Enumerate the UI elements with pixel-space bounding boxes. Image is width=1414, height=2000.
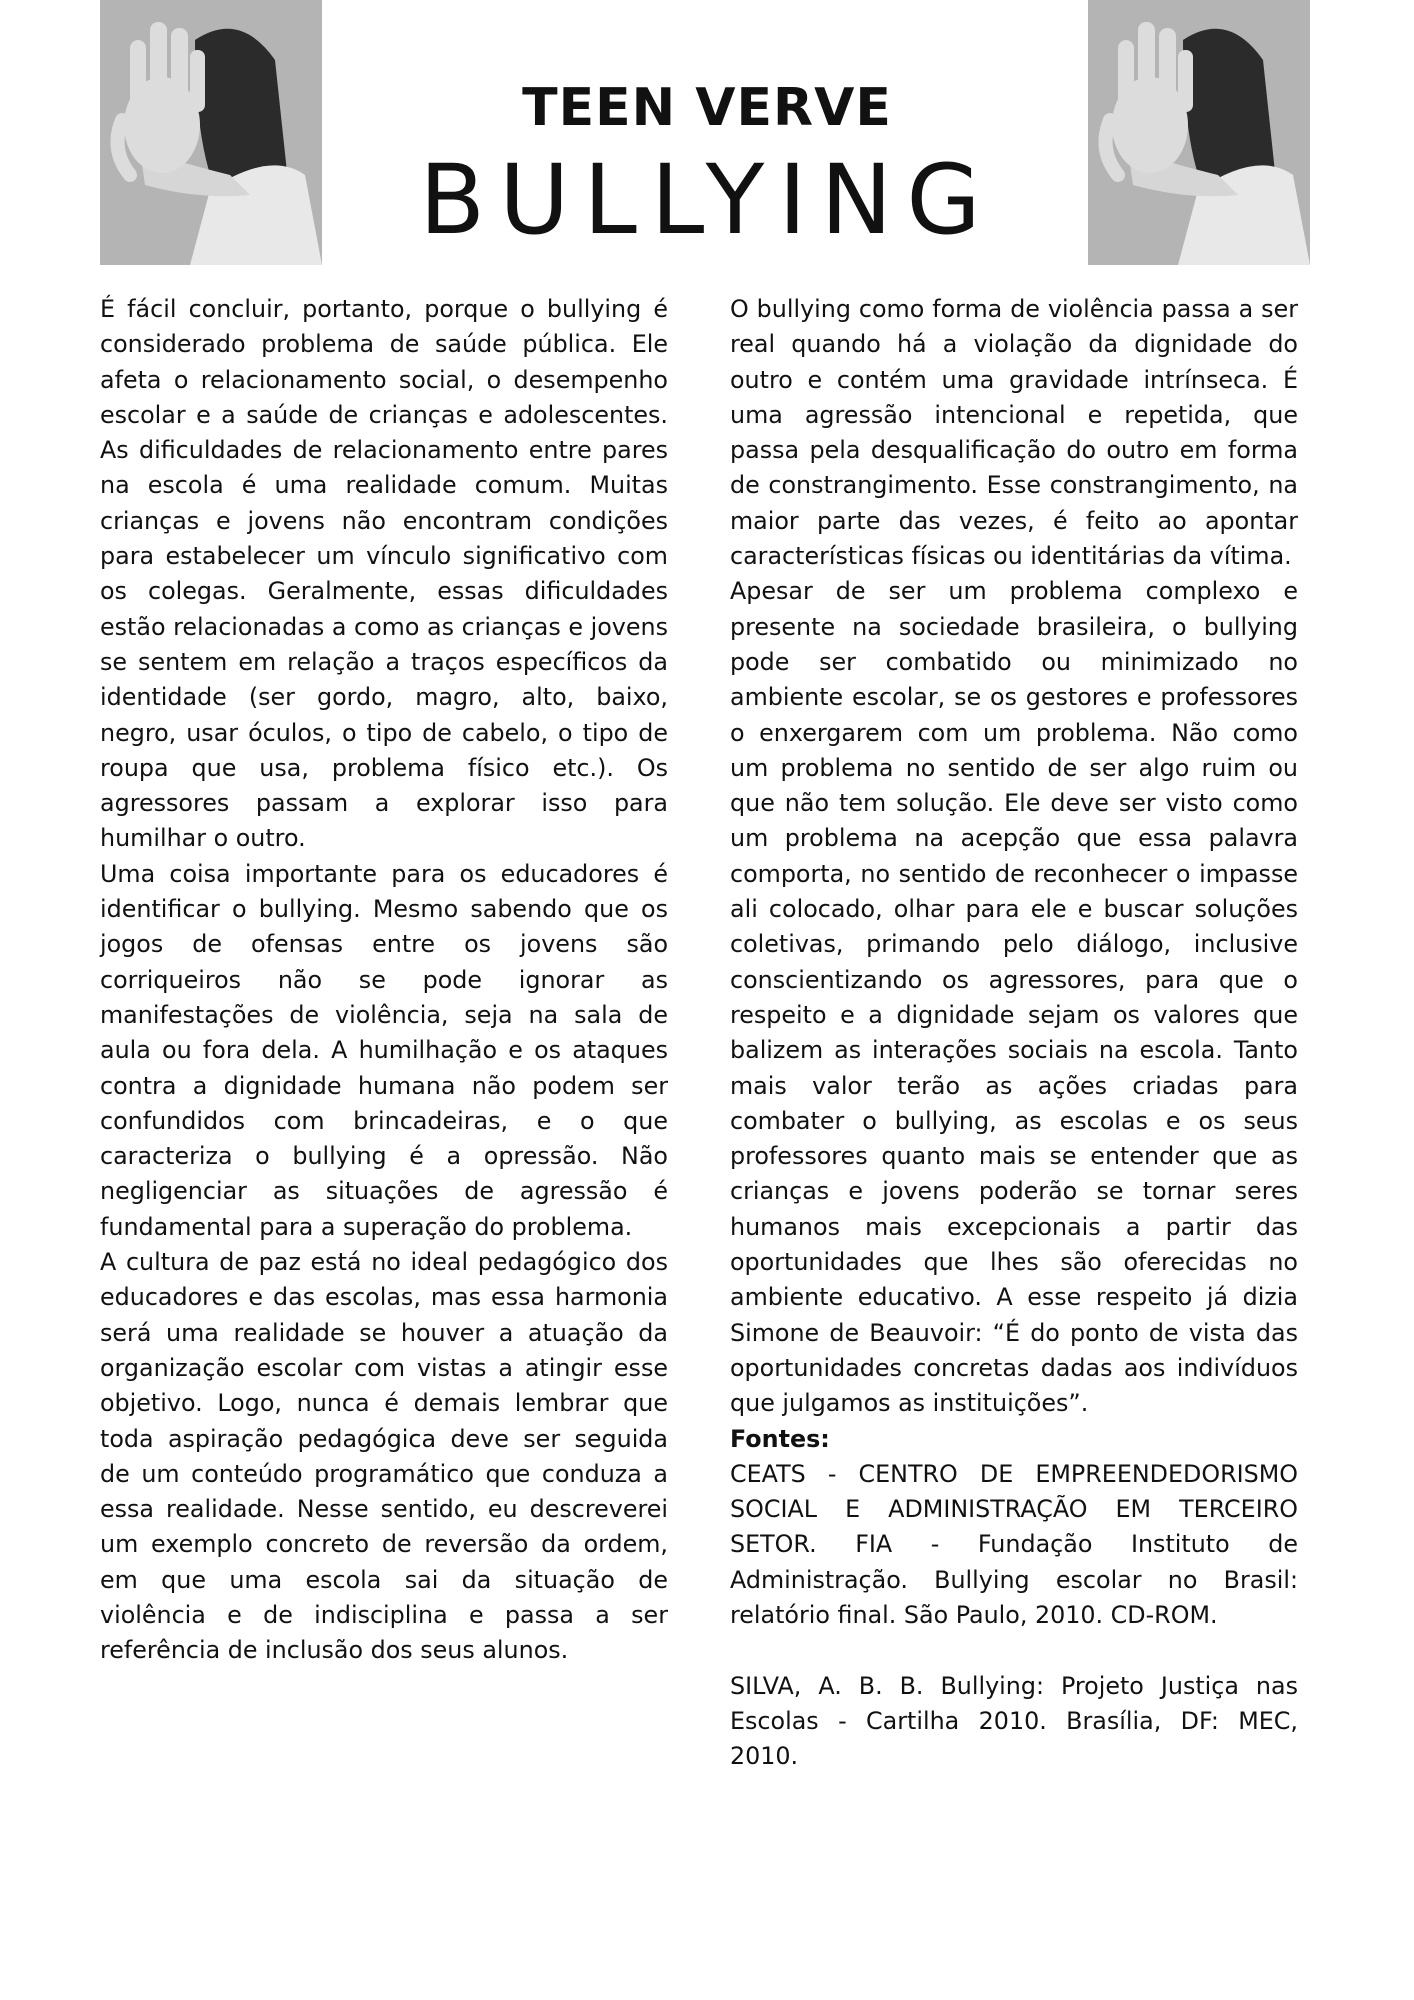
magazine-kicker: TEEN VERVE [522,78,892,138]
body-paragraph: Apesar de ser um problema complexo e presente na sociedade brasileira, o bullying pode ser combatido ou minimizado no ambiente escolar, se os gestores e professores o enxergarem com um problema. Não como um problema no sentido de ser algo ruim ou que não tem solução. Ele deve ser visto como um problema na acepção que essa palavra comporta, no sentido de reconhecer o impasse ali colocado, olhar para ele e buscar soluções coletivas, primando pelo diálogo, inclusive conscientizando os agressores, para que o respeito e a dignidade sejam os valores que balizem as interações sociais na escola. Tanto mais valor terão as ações criadas para combater o bullying, as escolas e os seus professores quanto mais se entender que as crianças e jovens poderão se tornar seres humanos mais excepcionais a partir das oportunidades que lhes são oferecidas no ambiente educativo. A esse respeito já dizia Simone de Beauvoir: “É do ponto de vista das oportunidades concretas dadas aos indivíduos que julgamos as instituições”. [730,577,1298,1418]
page-title: BULLYING [419,144,995,256]
body-paragraph: É fácil concluir, portanto, porque o bullying é considerado problema de saúde pública. Ele afeta o relacionamento social, o desempenho escolar e a saúde de crianças e adolescentes. As dificuldades de relacionamento entre pares na escola é uma realidade comum. Muitas crianças e jovens não encontram condições para estabelecer um vínculo significativo com os colegas. Geralmente, essas dificuldades estão relacionadas a como as crianças e jovens se sentem em relação a traços específicos da identidade (ser gordo, magro, alto, baixo, negro, usar óculos, o tipo de cabelo, o tipo de roupa que usa, problema físico etc.). Os agressores passam a explorar isso para humilhar o outro. [100,295,668,853]
divider [730,1633,1298,1668]
right-column [730,292,1298,1774]
source-reference: CEATS - CENTRO DE EMPREENDEDORISMO SOCIAL E ADMINISTRAÇÃO EM TERCEIRO SETOR. FIA - Fundação Instituto de Administração. Bullying escolar no Brasil: relatório final. São Paulo, 2010. CD-ROM. [730,1459,1298,1629]
source-reference: SILVA, A. B. B. Bullying: Projeto Justiça nas Escolas - Cartilha 2010. Brasília, DF: MEC, 2010. [730,1671,1298,1771]
body-paragraph: Uma coisa importante para os educadores é identificar o bullying. Mesmo sabendo que os jogos de ofensas entre os jovens são corriqueiros não se pode ignorar as manifestações de violência, seja na sala de aula ou fora dela. A humilhação e os ataques contra a dignidade humana não podem ser confundidos com brincadeiras, e o que caracteriza o bullying é a opressão. Não negligenciar as situações de agressão é fundamental para a superação do problema. [100,859,668,1241]
body-paragraph: O bullying como forma de violência passa a ser real quando há a violação da dignidade do outro e contém uma gravidade intrínseca. É uma agressão intencional e repetida, que passa pela desqualificação do outro em forma de constrangimento. Esse constrangimento, na maior parte das vezes, é feito ao apontar características físicas ou identitárias da vítima. [730,295,1298,571]
body-paragraph: A cultura de paz está no ideal pedagógico dos educadores e das escolas, mas essa harmonia será uma realidade se houver a atuação da organização escolar com vistas a atingir esse objetivo. Logo, nunca é demais lembrar que toda aspiração pedagógica deve ser seguida de um conteúdo programático que conduza a essa realidade. Nesse sentido, eu descreverei um exemplo concreto de reversão da ordem, em que uma escola sai da situação de violência e de indisciplina e passa a ser referência de inclusão dos seus alunos. [100,1248,668,1665]
sources-heading: Fontes: [730,1424,830,1453]
left-column [100,292,668,1669]
